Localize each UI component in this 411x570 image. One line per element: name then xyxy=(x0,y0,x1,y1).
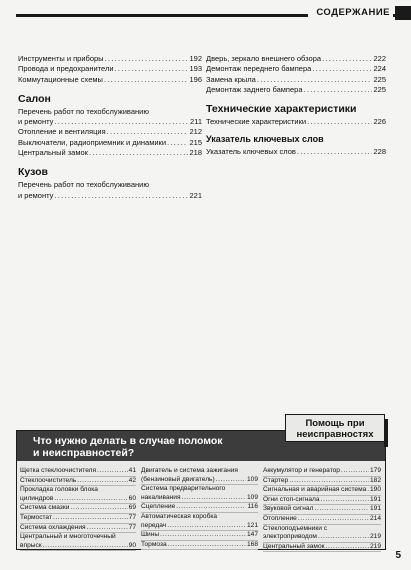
toc-entry: Инструменты и приборы . . . 192 xyxy=(18,54,202,64)
toc-entry-line: Перечень работ по техобслуживанию xyxy=(18,180,149,190)
section-heading-index: Указатель ключевых слов xyxy=(206,134,324,145)
toc-entry: Указатель ключевых слов . . . 228 xyxy=(206,147,386,157)
toc-entry: Дверь, зеркало внешнего обзора . . . 222 xyxy=(206,54,386,64)
toc-entry: Замена крыла . . . 225 xyxy=(206,75,386,85)
header-corner-block xyxy=(395,6,411,20)
toc-right-column xyxy=(206,54,386,158)
troubleshooting-title: Что нужно делать в случае поломок и неисправностей? xyxy=(33,435,223,459)
troubleshooting-entry: цилиндров . . . 60 xyxy=(20,495,136,505)
troubleshooting-entry: Аккумулятор и генератор . . . 179 xyxy=(263,467,381,477)
toc-entry: Технические характеристики . . . 226 xyxy=(206,117,386,127)
toc-entry: Коммутационные схемы . . . 196 xyxy=(18,75,202,85)
troubleshooting-entry: Огни стоп-сигнала . . . 191 xyxy=(263,496,381,506)
header-title: СОДЕРЖАНИЕ xyxy=(308,7,393,18)
troubleshooting-column-3 xyxy=(263,467,381,552)
troubleshooting-entry: Система предварительного xyxy=(141,485,226,493)
toc-entry: Провода и предохранители . . . 193 xyxy=(18,64,202,74)
section-heading-kuzov: Кузов xyxy=(18,166,48,179)
troubleshooting-entry: впрыск . . . 90 xyxy=(20,542,136,552)
troubleshooting-entry: Стартер . . . 182 xyxy=(263,477,381,487)
toc-entry: Отопление и вентиляция . . . 212 xyxy=(18,127,202,137)
toc-entry: и ремонту . . . 221 xyxy=(18,191,202,201)
troubleshooting-entry: Центральный замок . . . 219 xyxy=(263,543,381,553)
troubleshooting-entry: Щетка стеклоочистителя . . . 41 xyxy=(20,467,136,477)
troubleshooting-entry: (бензиновый двигатель) . . . 109 xyxy=(141,476,258,486)
page-header xyxy=(0,0,411,22)
troubleshooting-entry: электроприводом . . . 219 xyxy=(263,533,381,543)
troubleshooting-entry: Сигнальная и аварийная система . . . 190 xyxy=(263,486,381,496)
section-heading-specs: Технические характеристики xyxy=(206,103,357,116)
toc-entry: Демонтаж переднего бампера . . . 224 xyxy=(206,64,386,74)
tab-shadow xyxy=(384,419,388,447)
toc-left-column xyxy=(18,54,202,201)
toc-entry: и ремонту . . . 211 xyxy=(18,117,202,127)
troubleshooting-entry: Двигатель и система зажигания xyxy=(141,467,238,474)
troubleshooting-entry: Прокладка головки блока xyxy=(20,486,98,494)
troubleshooting-entry: Шины . . . 147 xyxy=(141,531,258,541)
help-tab: Помощь при неисправностях xyxy=(285,414,385,442)
troubleshooting-column-2 xyxy=(141,467,258,550)
toc-entry: Демонтаж заднего бампера . . . 225 xyxy=(206,85,386,95)
troubleshooting-entry: Стеклоподъемники с xyxy=(263,524,328,532)
troubleshooting-entry: Термостат . . . 77 xyxy=(20,514,136,524)
section-heading-salon: Салон xyxy=(18,92,51,105)
troubleshooting-column-1 xyxy=(20,467,136,551)
troubleshooting-entry: Стеклоочиститель . . . 42 xyxy=(20,477,136,487)
troubleshooting-entry: передач . . . 121 xyxy=(141,522,258,532)
toc-entry: Выключатели, радиоприемник и динамики . . . 215 xyxy=(18,138,202,148)
troubleshooting-box xyxy=(16,418,386,550)
troubleshooting-entry: Сцепление . . . 116 xyxy=(141,503,258,513)
troubleshooting-entry: Звуковой сигнал . . . 191 xyxy=(263,505,381,515)
page-number: 5 xyxy=(395,550,401,561)
troubleshooting-entry: Система смазки . . . 69 xyxy=(20,504,136,514)
toc-entry-line: Перечень работ по техобслуживанию xyxy=(18,106,149,116)
troubleshooting-entry: Автоматическая коробка xyxy=(141,512,218,520)
troubleshooting-entry: накаливания . . . 109 xyxy=(141,494,258,504)
troubleshooting-entry: Система охлаждения . . . 77 xyxy=(20,524,136,534)
troubleshooting-entry: Центральный и многоточечный xyxy=(20,533,116,541)
troubleshooting-entry: Тормоза . . . 168 xyxy=(141,541,258,551)
toc-entry: Центральный замок . . . 218 xyxy=(18,148,202,158)
troubleshooting-entry: Отопление . . . 214 xyxy=(263,515,381,525)
